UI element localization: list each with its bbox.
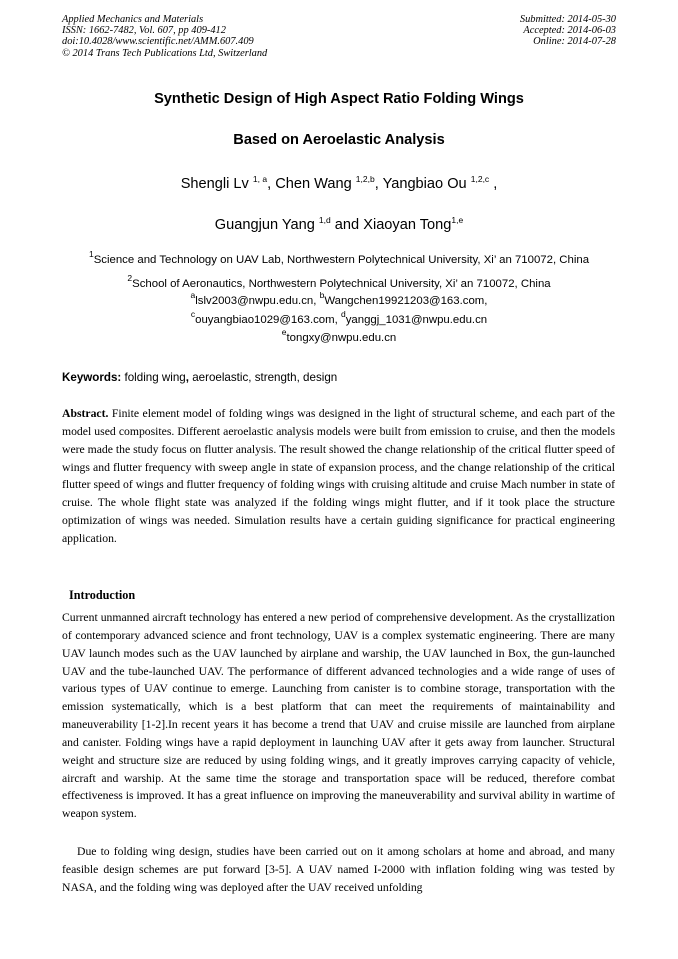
author-separator: and: [330, 217, 364, 233]
journal-copyright: © 2014 Trans Tech Publications Ltd, Switzerland: [62, 47, 268, 59]
author-name: Guangjun Yang: [214, 217, 315, 233]
affiliation-text: School of Aeronautics, Northwestern Polytechnical University, Xi’ an 710072, China: [132, 278, 551, 290]
email-sup: b: [319, 290, 325, 300]
journal-name: Applied Mechanics and Materials: [62, 14, 204, 25]
keyword-separator: ,: [185, 371, 189, 384]
keyword-first: folding wing: [124, 371, 186, 384]
keywords: [62, 371, 337, 384]
section-heading-introduction: Introduction: [69, 588, 136, 602]
affiliation-sup: 1: [88, 249, 94, 259]
affiliation-text: Science and Technology on UAV Lab, Northwestern Polytechnical University, Xi’ an 710072, China: [93, 254, 590, 266]
journal-doi: doi:10.4028/www.scientific.net/AMM.607.409: [62, 36, 254, 48]
affiliation-sup: 2: [127, 273, 133, 283]
abstract: [62, 405, 615, 548]
email-sup: a: [190, 290, 196, 300]
email-address[interactable]: lslv2003@nwpu.edu.cn,: [195, 295, 317, 307]
email-address[interactable]: yanggj_1031@nwpu.edu.cn: [345, 314, 488, 326]
authors-line1: [0, 176, 678, 192]
submitted-date: Submitted: 2014-05-30: [519, 14, 616, 25]
email-address[interactable]: tongxy@nwpu.edu.cn: [286, 332, 397, 344]
paper-title-line2: Based on Aeroelastic Analysis: [233, 132, 445, 148]
email-address[interactable]: Wangchen19921203@163.com,: [324, 295, 488, 307]
author-sup: 1, a: [252, 174, 268, 184]
author-separator: ,: [493, 176, 498, 192]
keywords-rest: aeroelastic, strength, design: [188, 371, 338, 384]
author-sup: 1,d: [318, 215, 331, 225]
authors-line2: [0, 217, 678, 233]
author-name: Chen Wang: [275, 176, 352, 192]
affiliation-2: [0, 275, 678, 293]
journal-issn: ISSN: 1662-7482, Vol. 607, pp 409-412: [62, 25, 226, 37]
email-sup: c: [190, 309, 196, 319]
emails-line-3: [0, 329, 678, 347]
paper-title-line1: Synthetic Design of High Aspect Ratio Folding Wings: [154, 91, 524, 107]
abstract-label: Abstract.: [62, 407, 109, 420]
author-sup: 1,e: [451, 215, 464, 225]
online-date: Online: 2014-07-28: [533, 36, 616, 48]
intro-paragraph-2: Due to folding wing design, studies have been carried out on it among scholars at home and abroad, and many feasible design schemes are put forward [3-5]. A UAV named I-2000 with inflation folding wing was tested by NASA, and the folding wing was deployed after the UAV received unfolding: [62, 845, 615, 894]
author-name: Yangbiao Ou: [382, 176, 467, 192]
emails-line-1: [0, 292, 678, 310]
dates-header: [520, 14, 616, 48]
author-separator: ,: [374, 176, 383, 192]
accepted-date: Accepted: 2014-06-03: [523, 25, 616, 37]
email-sup: d: [340, 309, 346, 319]
abstract-text: Finite element model of folding wings was designed in the light of structural scheme, and each part of the model used composites. Different aeroelastic analysis models were built from emission to cruise, and then the models were made the study focus on flutter analysis. The result showed the change relationship of the critical flutter speed of wings and flutter frequency with sweep angle in state of expansion process, and the change relationship of the critical flutter speed of wings and flutter frequency of folding wings with cruising altitude and cruise Mach number in state of cruise. The whole flight state was analyzed if the folding wings might flutter, and if it took place the structure optimization of wings was needed. Simulation results have a certain guiding significance for practical engineering application.: [62, 407, 615, 545]
email-sup: e: [281, 327, 287, 337]
author-separator: ,: [267, 176, 276, 192]
emails-line-2: [0, 311, 678, 329]
author-name: Xiaoyan Tong: [363, 217, 452, 233]
intro-paragraph-1: Current unmanned aircraft technology has entered a new period of comprehensive development. As the crystallization of contemporary advanced science and front technology, UAV is a complex systematic engineering. There are many UAV launch modes such as the UAV launched by airplane and warship, the UAV launched in Box, the gun-launched UAV and the tube-launched UAV. The performance of different advanced technologies and a wide range of uses of various types of UAV continue to emerge. Launching from canister is to combine storage, transportation with the emission systematically, which is a best platform that can meet the requirements of maintainability and maneuverability [1-2].In recent years it has become a trend that UAV and cruise missile are launched from airplane and canister. Folding wings have a rapid deployment in launching UAV after it gets away from launcher. Structural weight and structure size are reduced by using folding wings, and it greatly improves carrying capacity of vehicle, aircraft and warship. At the same time the storage and transportation space will be reduced, therefore combat effectiveness is improved. It has a great influence on improving the maneuverability and survival ability in wartime of weapon system.: [62, 611, 615, 821]
affiliation-1: [0, 251, 678, 269]
author-sup: 1,2,c: [470, 174, 490, 184]
email-address[interactable]: ouyangbiao1029@163.com,: [195, 314, 338, 326]
author-sup: 1,2,b: [355, 174, 375, 184]
keywords-label: Keywords:: [62, 371, 122, 384]
author-name: Shengli Lv: [180, 176, 249, 192]
journal-header: [62, 14, 267, 59]
